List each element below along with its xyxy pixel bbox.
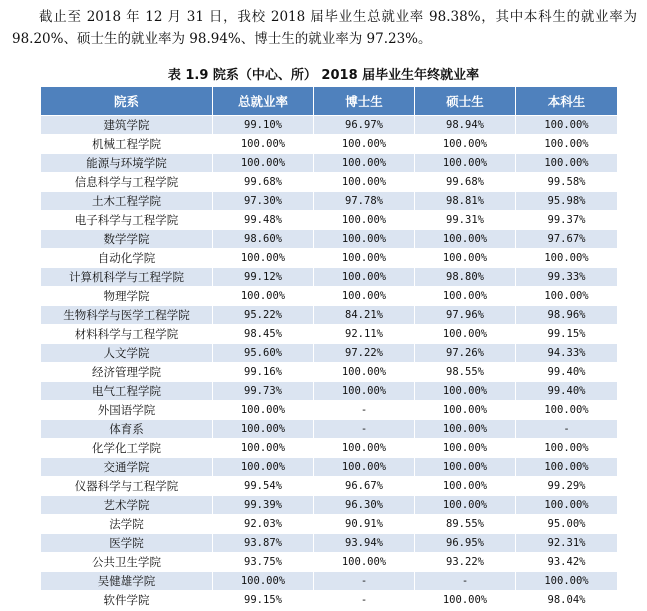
college-name: 生物科学与医学工程学院 xyxy=(41,306,213,325)
table-row xyxy=(41,325,618,344)
total-rate: 100.00% xyxy=(213,458,314,477)
table-row xyxy=(41,268,618,287)
undergraduate-rate: 100.00% xyxy=(516,154,618,173)
master-rate: 100.00% xyxy=(415,591,516,610)
table-row xyxy=(41,572,618,591)
college-name: 经济管理学院 xyxy=(41,363,213,382)
doctoral-rate: 100.00% xyxy=(314,553,415,572)
total-rate: 99.10% xyxy=(213,116,314,135)
total-rate: 93.87% xyxy=(213,534,314,553)
undergraduate-rate: 98.96% xyxy=(516,306,618,325)
undergraduate-rate: 100.00% xyxy=(516,249,618,268)
total-rate: 93.75% xyxy=(213,553,314,572)
master-rate: 99.68% xyxy=(415,173,516,192)
table-row xyxy=(41,363,618,382)
table-body xyxy=(41,116,618,610)
doctoral-rate: 100.00% xyxy=(314,268,415,287)
table-row xyxy=(41,116,618,135)
employment-rate-table xyxy=(40,86,618,610)
doctoral-rate: 100.00% xyxy=(314,211,415,230)
undergraduate-rate: 98.04% xyxy=(516,591,618,610)
master-rate: 100.00% xyxy=(415,325,516,344)
total-rate: 99.73% xyxy=(213,382,314,401)
doctoral-rate: 100.00% xyxy=(314,382,415,401)
table-row xyxy=(41,534,618,553)
doctoral-rate: 100.00% xyxy=(314,230,415,249)
master-rate: 100.00% xyxy=(415,230,516,249)
undergraduate-rate: 95.98% xyxy=(516,192,618,211)
total-rate: 100.00% xyxy=(213,249,314,268)
college-name: 公共卫生学院 xyxy=(41,553,213,572)
table-row xyxy=(41,420,618,439)
college-name: 法学院 xyxy=(41,515,213,534)
master-rate: 89.55% xyxy=(415,515,516,534)
undergraduate-rate: 95.00% xyxy=(516,515,618,534)
undergraduate-rate: 93.42% xyxy=(516,553,618,572)
master-rate: 100.00% xyxy=(415,401,516,420)
total-rate: 99.54% xyxy=(213,477,314,496)
total-rate: 97.30% xyxy=(213,192,314,211)
college-name: 计算机科学与工程学院 xyxy=(41,268,213,287)
college-name: 化学化工学院 xyxy=(41,439,213,458)
undergraduate-rate: 94.33% xyxy=(516,344,618,363)
table-row xyxy=(41,553,618,572)
total-rate: 99.15% xyxy=(213,591,314,610)
college-name: 能源与环境学院 xyxy=(41,154,213,173)
total-rate: 95.60% xyxy=(213,344,314,363)
master-rate: 98.55% xyxy=(415,363,516,382)
total-rate: 99.48% xyxy=(213,211,314,230)
college-name: 信息科学与工程学院 xyxy=(41,173,213,192)
table-row xyxy=(41,306,618,325)
undergraduate-rate: 100.00% xyxy=(516,401,618,420)
doctoral-rate: 100.00% xyxy=(314,135,415,154)
total-rate: 100.00% xyxy=(213,420,314,439)
table-row xyxy=(41,211,618,230)
table-row xyxy=(41,135,618,154)
undergraduate-rate: 99.37% xyxy=(516,211,618,230)
doctoral-rate: 100.00% xyxy=(314,173,415,192)
college-name: 人文学院 xyxy=(41,344,213,363)
table-row xyxy=(41,344,618,363)
college-name: 数学学院 xyxy=(41,230,213,249)
doctoral-rate: - xyxy=(314,420,415,439)
table-row xyxy=(41,154,618,173)
master-rate: 99.31% xyxy=(415,211,516,230)
total-rate: 100.00% xyxy=(213,287,314,306)
undergraduate-rate: 100.00% xyxy=(516,572,618,591)
college-name: 交通学院 xyxy=(41,458,213,477)
undergraduate-rate: 97.67% xyxy=(516,230,618,249)
college-name: 医学院 xyxy=(41,534,213,553)
college-name: 体育系 xyxy=(41,420,213,439)
table-row xyxy=(41,401,618,420)
college-name: 电子科学与工程学院 xyxy=(41,211,213,230)
master-rate: 100.00% xyxy=(415,496,516,515)
college-name: 艺术学院 xyxy=(41,496,213,515)
table-row xyxy=(41,192,618,211)
undergraduate-rate: 100.00% xyxy=(516,496,618,515)
undergraduate-rate: 99.33% xyxy=(516,268,618,287)
table-row xyxy=(41,382,618,401)
total-rate: 98.45% xyxy=(213,325,314,344)
master-rate: 98.80% xyxy=(415,268,516,287)
master-rate: 98.81% xyxy=(415,192,516,211)
doctoral-rate: 97.78% xyxy=(314,192,415,211)
doctoral-rate: - xyxy=(314,401,415,420)
total-rate: 100.00% xyxy=(213,154,314,173)
header-undergraduate: 本科生 xyxy=(516,87,618,116)
college-name: 软件学院 xyxy=(41,591,213,610)
master-rate: 97.96% xyxy=(415,306,516,325)
total-rate: 100.00% xyxy=(213,439,314,458)
college-name: 材料科学与工程学院 xyxy=(41,325,213,344)
total-rate: 100.00% xyxy=(213,135,314,154)
master-rate: 100.00% xyxy=(415,420,516,439)
master-rate: 100.00% xyxy=(415,458,516,477)
undergraduate-rate: 100.00% xyxy=(516,287,618,306)
doctoral-rate: 100.00% xyxy=(314,287,415,306)
intro-paragraph: 截止至 2018 年 12 月 31 日，我校 2018 届毕业生总就业率 98.38%，其中本科生的就业率为 98.20%、硕士生的就业率为 98.94%、博士生的就业率为 97.23%。 xyxy=(12,9,637,47)
college-name: 自动化学院 xyxy=(41,249,213,268)
doctoral-rate: 96.97% xyxy=(314,116,415,135)
doctoral-rate: 100.00% xyxy=(314,458,415,477)
total-rate: 99.68% xyxy=(213,173,314,192)
master-rate: 100.00% xyxy=(415,249,516,268)
table-row xyxy=(41,496,618,515)
doctoral-rate: 97.22% xyxy=(314,344,415,363)
doctoral-rate: 96.30% xyxy=(314,496,415,515)
header-total-rate: 总就业率 xyxy=(213,87,314,116)
college-name: 机械工程学院 xyxy=(41,135,213,154)
master-rate: 93.22% xyxy=(415,553,516,572)
table-row xyxy=(41,477,618,496)
undergraduate-rate: 99.40% xyxy=(516,382,618,401)
undergraduate-rate: 99.58% xyxy=(516,173,618,192)
master-rate: 100.00% xyxy=(415,154,516,173)
master-rate: 100.00% xyxy=(415,135,516,154)
doctoral-rate: 90.91% xyxy=(314,515,415,534)
total-rate: 95.22% xyxy=(213,306,314,325)
master-rate: 100.00% xyxy=(415,382,516,401)
undergraduate-rate: 100.00% xyxy=(516,439,618,458)
table-row xyxy=(41,249,618,268)
college-name: 土木工程学院 xyxy=(41,192,213,211)
header-doctoral: 博士生 xyxy=(314,87,415,116)
doctoral-rate: - xyxy=(314,591,415,610)
undergraduate-rate: 92.31% xyxy=(516,534,618,553)
master-rate: 97.26% xyxy=(415,344,516,363)
table-row xyxy=(41,287,618,306)
undergraduate-rate: 99.15% xyxy=(516,325,618,344)
master-rate: 96.95% xyxy=(415,534,516,553)
college-name: 吴健雄学院 xyxy=(41,572,213,591)
master-rate: 100.00% xyxy=(415,477,516,496)
doctoral-rate: 100.00% xyxy=(314,249,415,268)
table-row xyxy=(41,230,618,249)
undergraduate-rate: 99.29% xyxy=(516,477,618,496)
header-college: 院系 xyxy=(41,87,213,116)
undergraduate-rate: 100.00% xyxy=(516,116,618,135)
doctoral-rate: - xyxy=(314,572,415,591)
total-rate: 99.16% xyxy=(213,363,314,382)
total-rate: 99.39% xyxy=(213,496,314,515)
doctoral-rate: 93.94% xyxy=(314,534,415,553)
undergraduate-rate: 99.40% xyxy=(516,363,618,382)
table-caption: 表 1.9 院系（中心、所） 2018 届毕业生年终就业率 xyxy=(167,68,480,83)
college-name: 物理学院 xyxy=(41,287,213,306)
header-master: 硕士生 xyxy=(415,87,516,116)
total-rate: 100.00% xyxy=(213,572,314,591)
doctoral-rate: 100.00% xyxy=(314,154,415,173)
table-row xyxy=(41,458,618,477)
doctoral-rate: 100.00% xyxy=(314,363,415,382)
table-row xyxy=(41,173,618,192)
college-name: 建筑学院 xyxy=(41,116,213,135)
doctoral-rate: 84.21% xyxy=(314,306,415,325)
table-row xyxy=(41,591,618,610)
total-rate: 98.60% xyxy=(213,230,314,249)
master-rate: 98.94% xyxy=(415,116,516,135)
master-rate: - xyxy=(415,572,516,591)
total-rate: 99.12% xyxy=(213,268,314,287)
undergraduate-rate: - xyxy=(516,420,618,439)
undergraduate-rate: 100.00% xyxy=(516,135,618,154)
total-rate: 92.03% xyxy=(213,515,314,534)
college-name: 仪器科学与工程学院 xyxy=(41,477,213,496)
master-rate: 100.00% xyxy=(415,439,516,458)
undergraduate-rate: 100.00% xyxy=(516,458,618,477)
total-rate: 100.00% xyxy=(213,401,314,420)
doctoral-rate: 100.00% xyxy=(314,439,415,458)
college-name: 外国语学院 xyxy=(41,401,213,420)
master-rate: 100.00% xyxy=(415,287,516,306)
doctoral-rate: 96.67% xyxy=(314,477,415,496)
table-row xyxy=(41,439,618,458)
doctoral-rate: 92.11% xyxy=(314,325,415,344)
college-name: 电气工程学院 xyxy=(41,382,213,401)
table-row xyxy=(41,515,618,534)
table-header-row xyxy=(41,87,618,116)
